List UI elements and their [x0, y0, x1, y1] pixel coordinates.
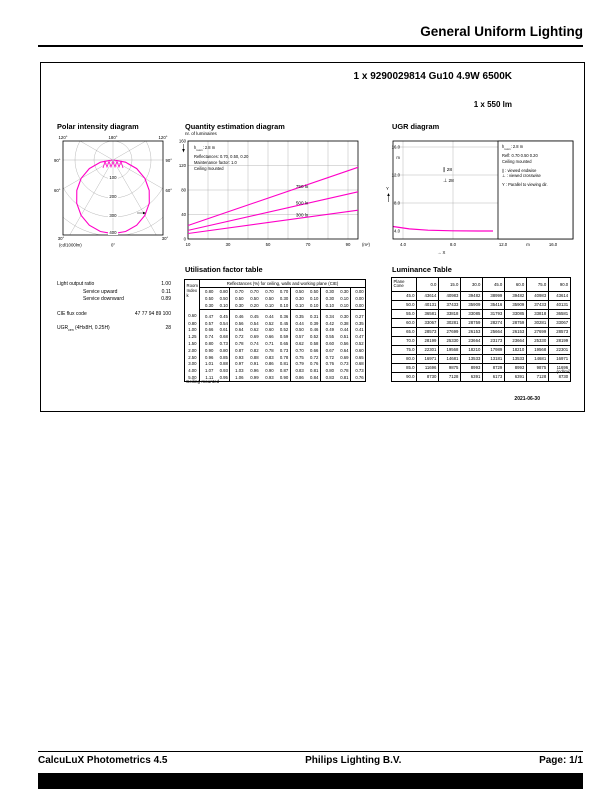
svg-text:0°: 0° [110, 242, 116, 248]
ugr-diagram-title: UGR diagram [392, 122, 440, 131]
ugr-legend-line: ⊥ : viewed crosswise [502, 173, 541, 179]
table-row: 90.0 8730 7128 6391 6173 6391 7128 8730 [392, 372, 571, 381]
quantity-y-axis-label: nr. of luminaires [185, 131, 217, 136]
table-row: 55.0 36581 33818 33085 31793 33085 33818 36581 [392, 309, 571, 318]
table-row: 0.60 0.47 0.45 0.46 0.45 0.44 0.36 0.35 0.31 0.34 0.30 0.27 [185, 310, 366, 320]
report-frame [40, 62, 585, 412]
quantity-diagram-title: Quantity estimation diagram [185, 122, 285, 131]
photometric-summary [57, 281, 171, 335]
svg-text:500 lx: 500 lx [295, 200, 309, 206]
svg-text:200: 200 [109, 194, 117, 199]
product-title: 1 x 9290029814 Gu10 4.9W 6500K [353, 71, 512, 82]
svg-text:120°: 120° [158, 135, 168, 140]
table-row: 0.50 0.50 0.50 0.50 0.50 0.30 0.30 0.10 0.30 0.10 0.00 [204, 296, 364, 302]
luminance-table [391, 277, 571, 382]
table-row: 1.50 0.80 0.73 0.78 0.74 0.71 0.65 0.62 0.58 0.60 0.56 0.52 [185, 340, 366, 347]
svg-text:180°: 180° [108, 135, 118, 140]
svg-text:10: 10 [185, 242, 191, 247]
table-row: 4.00 1.07 0.93 1.03 0.96 0.90 0.87 0.83 0.81 0.80 0.78 0.73 [185, 367, 366, 374]
svg-text:120°: 120° [58, 135, 68, 140]
svg-text:120: 120 [178, 163, 186, 169]
svg-text:12.0: 12.0 [391, 172, 400, 178]
table-row: 2.00 0.90 0.80 0.87 0.82 0.78 0.73 0.70 0.66 0.67 0.64 0.60 [185, 347, 366, 354]
svg-text:(cd/1000lm): (cd/1000lm) [59, 242, 82, 248]
table-row: 75.0 22301 19568 18210 17989 18210 19568 22301 [392, 345, 571, 354]
svg-text:4.0: 4.0 [394, 228, 400, 234]
report-date: 2021-06-30 [514, 396, 540, 402]
photometric-row: CIE flux code 47 77 94 89 100 [57, 310, 171, 317]
svg-text:90: 90 [345, 242, 351, 247]
table-row: 1.00 0.66 0.61 0.64 0.62 0.60 0.52 0.50 0.46 0.49 0.44 0.41 [185, 327, 366, 334]
footer-rule [38, 751, 583, 752]
svg-text:16.0: 16.0 [548, 242, 558, 247]
footer-bar [38, 773, 583, 789]
svg-text:30: 30 [225, 242, 231, 247]
footer-page-number: Page: 1/1 [539, 755, 583, 766]
table-row: 3.00 1.01 0.88 0.97 0.91 0.86 0.81 0.79 0.76 0.76 0.73 0.68 [185, 360, 366, 367]
ugr-legend-line: Y : Parallel to viewing dir. [502, 182, 548, 188]
quantity-legend-line: $h_{room}$: 2.8 m [194, 145, 216, 152]
quantity-legend-line: Maintenance factor: 1.0 [194, 159, 237, 165]
svg-text:100: 100 [109, 175, 117, 180]
svg-text:60°: 60° [54, 188, 61, 193]
svg-text:4.0: 4.0 [400, 242, 406, 247]
ugr-legend-line: $h_{room}$: 2.8 m [502, 144, 524, 151]
svg-text:m: m [396, 155, 400, 160]
svg-text:90°: 90° [165, 158, 172, 163]
table-row: Plane Cone 0.0 15.0 30.0 45.0 60.0 75.0 90.0 [392, 278, 571, 292]
ugr-legend-line: Refl: 0.70 0.50 0.20 [502, 152, 538, 158]
quantity-legend [194, 145, 248, 171]
footer [38, 755, 583, 766]
quantity-legend-line: Reflectances: 0.70, 0.50, 0.20 [194, 153, 249, 159]
table-row: 0.80 0.57 0.54 0.56 0.54 0.52 0.45 0.44 0.39 0.42 0.38 0.35 [185, 320, 366, 327]
svg-text:50: 50 [265, 242, 271, 247]
svg-text:300: 300 [109, 213, 117, 218]
svg-text:80: 80 [181, 187, 186, 193]
svg-text:90°: 90° [54, 158, 61, 163]
svg-text:0: 0 [183, 236, 186, 242]
svg-text:16.0: 16.0 [391, 144, 400, 150]
svg-text:40: 40 [181, 212, 186, 218]
footer-app-name: CalcuLuX Photometrics 4.5 [38, 755, 168, 766]
svg-text:(m²): (m²) [362, 242, 370, 247]
svg-text:12.0: 12.0 [498, 242, 508, 247]
svg-text:300 lx: 300 lx [295, 212, 309, 218]
photometric-row: Light output ratio 1.00 [57, 281, 171, 287]
table-row: Room Index k Reflectances (%) for ceiling, walls and working plane (CIE) [185, 280, 366, 288]
luminance-table-title: Luminance Table [392, 265, 452, 274]
svg-text:m: m [526, 242, 530, 247]
table-row: 0.80 0.80 0.70 0.70 0.70 0.70 0.50 0.50 0.30 0.30 0.00 [204, 289, 364, 295]
svg-text:8.0: 8.0 [394, 200, 400, 206]
svg-text:→ X: → X [437, 250, 446, 255]
svg-text:30°: 30° [57, 236, 65, 241]
document-title: General Uniform Lighting [420, 24, 583, 39]
ugr-legend [502, 144, 572, 188]
table-row: 5.00 1.11 0.95 1.06 0.99 0.93 0.90 0.86 0.84 0.83 0.81 0.76 [185, 374, 366, 381]
polar-diagram-title: Polar intensity diagram [57, 122, 139, 131]
svg-text:∥ 28: ∥ 28 [443, 168, 453, 173]
svg-text:30°: 30° [161, 236, 169, 241]
ugr-legend-line: ∥ : viewed endwise [502, 167, 537, 173]
svg-text:Y: Y [386, 186, 389, 191]
quantity-legend-line: Ceiling mounted [194, 165, 224, 171]
photometric-row: Service downward 0.89 [83, 296, 171, 303]
utilisation-table-title: Utilisation factor table [185, 265, 263, 274]
svg-text:⊥ 28: ⊥ 28 [443, 179, 454, 184]
svg-text:400: 400 [109, 230, 117, 235]
photometric-row: Service upward 0.11 [83, 288, 171, 295]
table-row: 70.0 28199 25330 23664 23173 23664 25330 28199 [392, 336, 571, 345]
table-row: 60.0 33067 30281 28759 28274 28759 30281 33067 [392, 318, 571, 327]
table-row: 65.0 28573 27699 26153 25664 26153 27699 28573 [392, 327, 571, 336]
svg-text:8.0: 8.0 [450, 242, 456, 247]
table-row: 0.30 0.10 0.30 0.20 0.10 0.10 0.10 0.10 0.10 0.10 0.00 [185, 302, 366, 310]
table-row: 45.0 43614 40983 39482 38999 39482 40983 43614 [392, 291, 571, 300]
luminance-unit: (cd/m²) [556, 369, 571, 374]
table-row: 1.25 0.74 0.68 0.72 0.69 0.66 0.59 0.57 0.52 0.55 0.51 0.47 [185, 333, 366, 340]
utilisation-footnote: Ceiling mounted [186, 379, 220, 384]
ugr-legend-line: Ceiling mounted [502, 158, 532, 164]
svg-text:750 lx: 750 lx [295, 184, 309, 190]
svg-text:60°: 60° [165, 188, 172, 193]
table-row: 85.0 11696 9875 8993 8729 8993 9875 11696 [392, 363, 571, 372]
footer-company: Philips Lighting B.V. [305, 755, 402, 766]
utilisation-factor-table [184, 279, 366, 382]
photometric-row: $UGR_{cen}$ (4Hx8H, 0.25H) 28 [57, 325, 171, 333]
lumen-output: 1 x 550 lm [473, 100, 512, 109]
polar-intensity-chart [49, 129, 179, 255]
svg-text:70: 70 [305, 242, 311, 247]
table-row: 2.50 0.96 0.85 0.93 0.88 0.83 0.78 0.75 0.72 0.72 0.69 0.65 [185, 354, 366, 361]
header-rule [38, 45, 583, 47]
table-row: 50.0 40131 37433 35909 35416 35909 37433 40131 [392, 300, 571, 309]
table-row: 80.0 16971 14681 13533 13181 13533 14681 16971 [392, 354, 571, 363]
svg-text:160: 160 [178, 138, 186, 144]
